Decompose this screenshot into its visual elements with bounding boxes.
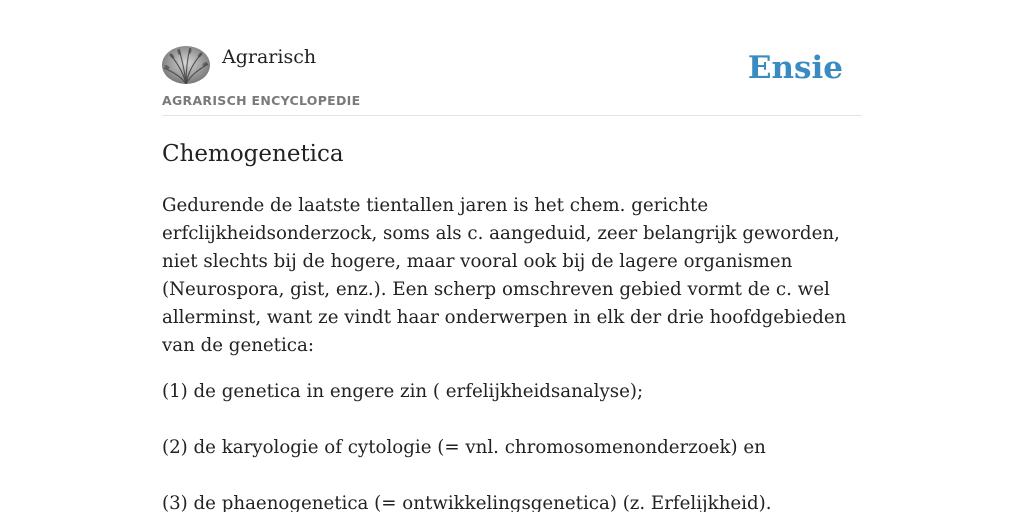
list-item: (1) de genetica in engere zin ( erfelijkheidsanalyse); <box>162 381 644 402</box>
list-item: (2) de karyologie of cytologie (= vnl. chromosomenonderzoek) en <box>162 437 766 458</box>
encyclopedia-label: AGRARISCH ENCYCLOPEDIE <box>162 93 361 108</box>
wheat-logo-icon <box>162 46 210 84</box>
ensie-brand-logo[interactable]: Ensie <box>747 50 843 86</box>
header-divider <box>162 115 862 116</box>
article-intro: Gedurende de laatste tientallen jaren is het chem. gerichte erfclijkheidsonderzock, soms als c. aangeduid, zeer belangrijk geworden, niet slechts bij de hogere, maar vooral ook bij de lagere organismen (Neurospora, gist, enz.). Een scherp omschreven gebied vormt de c. wel allerminst, want ze vindt haar onderwerpen in elk der drie hoofdgebieden van de genetica: <box>162 195 847 356</box>
site-name[interactable]: Agrarisch <box>222 46 317 68</box>
article-title: Chemogenetica <box>162 141 344 167</box>
article-body <box>162 192 864 512</box>
list-item: (3) de phaenogenetica (= ontwikkelingsgenetica) (z. Erfelijkheid). <box>162 493 772 512</box>
